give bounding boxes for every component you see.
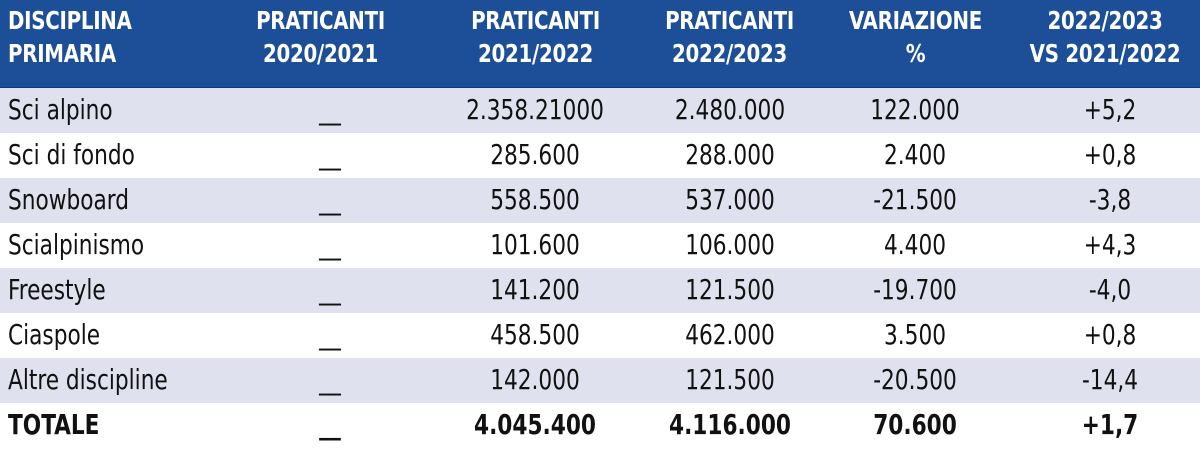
cell-praticanti-2023: 2.480.000 [674, 93, 786, 126]
table-row [0, 223, 1200, 268]
table-row [0, 88, 1200, 133]
cell-praticanti-2023: 4.116.000 [669, 408, 791, 441]
cell-praticanti-2023: 288.000 [685, 138, 775, 171]
header-disciplina: DISCIPLINA PRIMARIA [8, 6, 132, 68]
table-row [0, 133, 1200, 178]
cell-praticanti-2022: 285.600 [490, 138, 580, 171]
cell-vs: +4,3 [1083, 228, 1137, 261]
header-praticanti-2021-2022: PRATICANTI 2021/2022 [471, 6, 600, 68]
cell-praticanti-2022: 2.358.21000 [466, 93, 604, 126]
cell-praticanti-2022: 558.500 [490, 183, 580, 216]
cell-disciplina: Sci di fondo [8, 138, 135, 171]
header-variazione: VARIAZIONE % [848, 6, 983, 68]
cell-praticanti-2022: 458.500 [490, 318, 580, 351]
cell-praticanti-2021: __ [319, 318, 341, 351]
header-praticanti-2022-2023: PRATICANTI 2022/2023 [665, 6, 794, 68]
cell-variazione: -21.500 [873, 183, 957, 216]
cell-disciplina: TOTALE [8, 408, 100, 441]
cell-vs: +1,7 [1081, 408, 1139, 441]
cell-disciplina: Altre discipline [8, 363, 168, 396]
cell-praticanti-2022: 142.000 [490, 363, 580, 396]
cell-praticanti-2023: 462.000 [685, 318, 775, 351]
header-praticanti-2020-2021: PRATICANTI 2020/2021 [256, 6, 385, 68]
table-row [0, 313, 1200, 358]
table-row [0, 178, 1200, 223]
table-row-total [0, 403, 1200, 448]
cell-praticanti-2021: __ [319, 408, 341, 441]
cell-variazione: 4.400 [883, 228, 947, 261]
cell-praticanti-2023: 121.500 [685, 363, 775, 396]
cell-variazione: -20.500 [873, 363, 957, 396]
cell-praticanti-2022: 101.600 [490, 228, 580, 261]
cell-disciplina: Sci alpino [8, 93, 113, 126]
cell-vs: +0,8 [1083, 318, 1137, 351]
cell-variazione: 3.500 [883, 318, 947, 351]
cell-praticanti-2021: __ [319, 138, 341, 171]
header-2022-vs-2021: 2022/2023 VS 2021/2022 [1029, 6, 1181, 68]
cell-praticanti-2021: __ [319, 273, 341, 306]
cell-disciplina: Snowboard [8, 183, 129, 216]
cell-vs: -14,4 [1081, 363, 1139, 396]
cell-disciplina: Ciaspole [8, 318, 101, 351]
table-row [0, 358, 1200, 403]
cell-vs: -4,0 [1088, 273, 1132, 306]
table-row [0, 268, 1200, 313]
cell-disciplina: Freestyle [8, 273, 106, 306]
table-header [0, 0, 1200, 90]
cell-disciplina: Scialpinismo [8, 228, 145, 261]
cell-praticanti-2022: 4.045.400 [474, 408, 596, 441]
cell-praticanti-2021: __ [319, 228, 341, 261]
cell-variazione: -19.700 [873, 273, 957, 306]
cell-vs: +0,8 [1083, 138, 1137, 171]
cell-praticanti-2023: 537.000 [685, 183, 775, 216]
cell-variazione: 122.000 [870, 93, 960, 126]
cell-praticanti-2023: 106.000 [685, 228, 775, 261]
cell-praticanti-2022: 141.200 [490, 273, 580, 306]
cell-praticanti-2021: __ [319, 363, 341, 396]
cell-variazione: 70.600 [873, 408, 957, 441]
cell-praticanti-2021: __ [319, 93, 341, 126]
cell-variazione: 2.400 [883, 138, 947, 171]
cell-vs: -3,8 [1088, 183, 1132, 216]
cell-praticanti-2021: __ [319, 183, 341, 216]
cell-vs: +5,2 [1083, 93, 1137, 126]
cell-praticanti-2023: 121.500 [685, 273, 775, 306]
